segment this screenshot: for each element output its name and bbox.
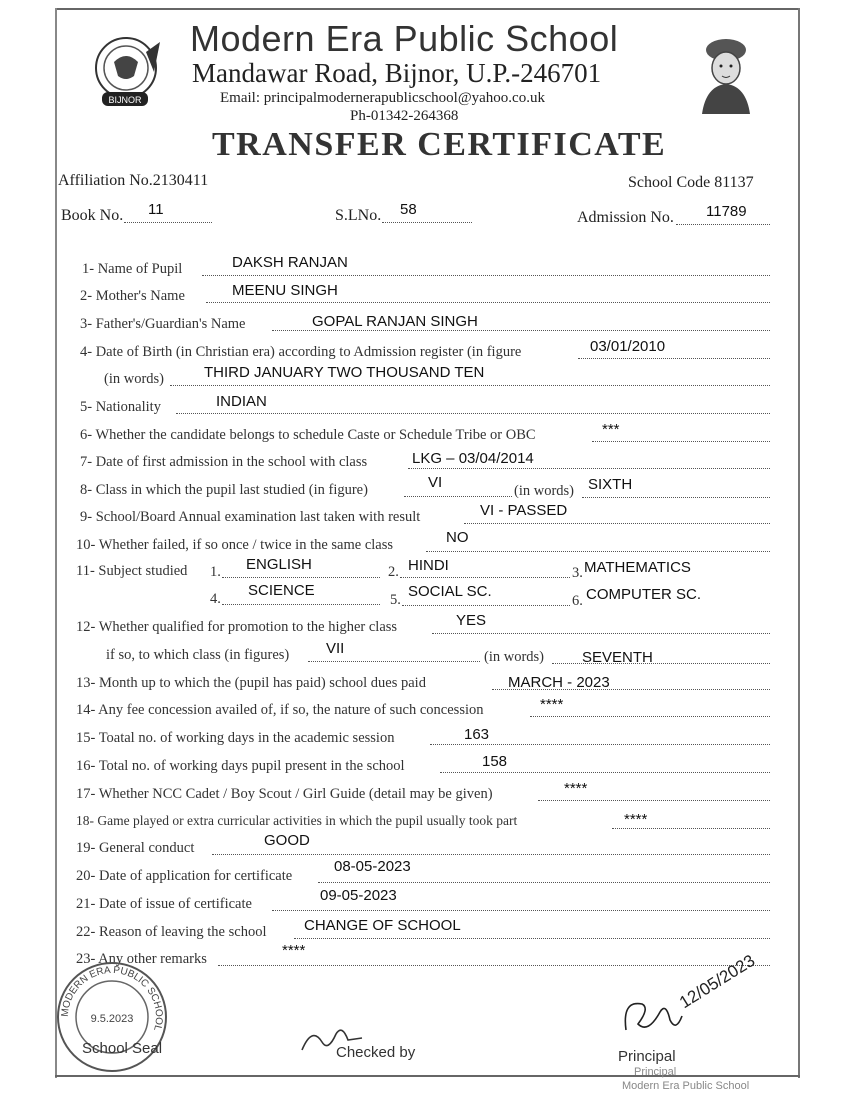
admission-no-label: Admission No.	[577, 209, 674, 226]
field-8-label: 8- Class in which the pupil last studied (in figure)	[80, 482, 368, 498]
field-9-label: 9- School/Board Annual examination last taken with result	[80, 509, 421, 525]
field-18-value: ****	[624, 811, 648, 828]
border-top	[55, 8, 800, 10]
sl-no-label: S.LNo.	[335, 207, 382, 224]
field-19-value: GOOD	[264, 832, 310, 849]
field-4-words-label: (in words)	[104, 371, 165, 387]
subject-1-number: 1.	[210, 564, 221, 580]
school-code: School Code 81137	[628, 174, 754, 191]
principal-stamp-title: Principal	[634, 1066, 677, 1078]
school-logo	[88, 32, 164, 112]
field-12-sub-value: VII	[326, 640, 345, 657]
subject-2-number: 2.	[388, 564, 399, 580]
field-22-label: 22- Reason of leaving the school	[76, 924, 267, 940]
principal-label: Principal	[618, 1048, 676, 1065]
field-20-label: 20- Date of application for certificate	[76, 868, 293, 884]
field-8-words-value: SIXTH	[588, 476, 633, 493]
field-18-label: 18- Game played or extra curricular activities in which the pupil usually took part	[76, 813, 518, 828]
subject-5: SOCIAL SC.	[408, 583, 492, 600]
field-13-label: 13- Month up to which the (pupil has paid) school dues paid	[76, 675, 426, 691]
field-12-words-label: (in words)	[484, 649, 545, 665]
field-19-label: 19- General conduct	[76, 840, 195, 856]
subject-4-number: 4.	[210, 591, 221, 607]
field-8-value: VI	[428, 474, 443, 491]
field-21-value: 09-05-2023	[320, 887, 397, 904]
field-16-label: 16- Total no. of working days pupil present in the school	[76, 758, 405, 774]
field-14-value: ****	[540, 696, 564, 713]
field-16-value: 158	[482, 753, 508, 770]
book-no-label: Book No.	[61, 207, 124, 224]
field-23-value: ****	[282, 942, 306, 959]
field-1-value: DAKSH RANJAN	[232, 254, 348, 271]
field-12-label: 12- Whether qualified for promotion to the higher class	[76, 619, 398, 635]
field-7-value: LKG – 03/04/2014	[412, 450, 534, 467]
field-8-words-label: (in words)	[514, 483, 575, 499]
field-4-words-value: THIRD JANUARY TWO THOUSAND TEN	[204, 364, 485, 381]
school-email: Email: principalmodernerapublicschool@yahoo.co.uk	[220, 90, 545, 106]
subject-1: ENGLISH	[246, 556, 312, 573]
field-12-words-value: SEVENTH	[582, 649, 653, 666]
field-11-label: 11- Subject studied	[76, 563, 188, 579]
subject-6-number: 6.	[572, 593, 583, 609]
school-seal-stamp	[55, 960, 170, 1075]
field-14-label: 14- Any fee concession availed of, if so, the nature of such concession	[76, 702, 484, 718]
document-title: TRANSFER CERTIFICATE	[212, 126, 667, 163]
seal-ring-text: MODERN ERA PUBLIC SCHOOL	[59, 964, 165, 1032]
subject-6: COMPUTER SC.	[586, 586, 702, 603]
subject-5-number: 5.	[390, 592, 401, 608]
field-2-label: 2- Mother's Name	[80, 288, 185, 304]
field-10-value: NO	[446, 529, 469, 546]
field-15-value: 163	[464, 726, 490, 743]
checked-by-label: Checked by	[336, 1044, 416, 1061]
field-5-value: INDIAN	[216, 393, 267, 410]
field-17-label: 17- Whether NCC Cadet / Boy Scout / Girl Guide (detail may be given)	[76, 786, 493, 802]
principal-stamp-school: Modern Era Public School	[622, 1080, 750, 1092]
field-12-value: YES	[456, 612, 487, 629]
school-address: Mandawar Road, Bijnor, U.P.-246701	[192, 58, 602, 88]
school-phone: Ph-01342-264368	[350, 108, 459, 124]
school-seal-label: School Seal	[82, 1040, 163, 1057]
subject-2: HINDI	[408, 557, 449, 574]
border-right	[798, 8, 800, 1078]
field-12-sub-label: if so, to which class (in figures)	[106, 647, 290, 663]
subject-3: MATHEMATICS	[584, 559, 691, 576]
field-3-label: 3- Father's/Guardian's Name	[80, 316, 246, 332]
principal-signature-date: 12/05/2023	[676, 950, 759, 1013]
field-20-value: 08-05-2023	[334, 858, 411, 875]
field-1-label: 1- Name of Pupil	[82, 261, 183, 277]
field-15-label: 15- Toatal no. of working days in the academic session	[76, 730, 395, 746]
school-name: Modern Era Public School	[190, 18, 619, 59]
principal-signature	[620, 990, 686, 1046]
affiliation-number: Affiliation No.2130411	[58, 172, 209, 189]
field-23-label: 23- Any other remarks	[76, 951, 207, 967]
book-no-value: 11	[148, 201, 164, 218]
field-22-value: CHANGE OF SCHOOL	[304, 917, 461, 934]
field-9-value: VI - PASSED	[480, 502, 568, 519]
border-bottom	[55, 1075, 800, 1077]
admission-no-value: 11789	[706, 203, 747, 220]
field-2-value: MEENU SINGH	[232, 282, 338, 299]
field-17-value: ****	[564, 780, 588, 797]
field-5-label: 5- Nationality	[80, 399, 161, 415]
field-21-label: 21- Date of issue of certificate	[76, 896, 252, 912]
field-3-value: GOPAL RANJAN SINGH	[312, 313, 478, 330]
sl-no-value: 58	[400, 201, 417, 218]
field-4-value: 03/01/2010	[590, 338, 666, 355]
subject-4: SCIENCE	[248, 582, 315, 599]
field-13-value: MARCH - 2023	[508, 674, 610, 691]
portrait-image	[696, 34, 756, 114]
subject-3-number: 3.	[572, 565, 583, 581]
field-4-label: 4- Date of Birth (in Christian era) according to Admission register (in figure	[80, 344, 522, 360]
field-6-value: ***	[602, 421, 620, 438]
logo-text: BIJNOR	[108, 95, 142, 105]
field-6-label: 6- Whether the candidate belongs to schedule Caste or Schedule Tribe or OBC	[80, 427, 536, 443]
seal-date: 9.5.2023	[90, 1013, 134, 1025]
border-left	[55, 8, 57, 1078]
field-7-label: 7- Date of first admission in the school with class	[80, 454, 368, 470]
field-10-label: 10- Whether failed, if so once / twice in the same class	[76, 537, 394, 553]
